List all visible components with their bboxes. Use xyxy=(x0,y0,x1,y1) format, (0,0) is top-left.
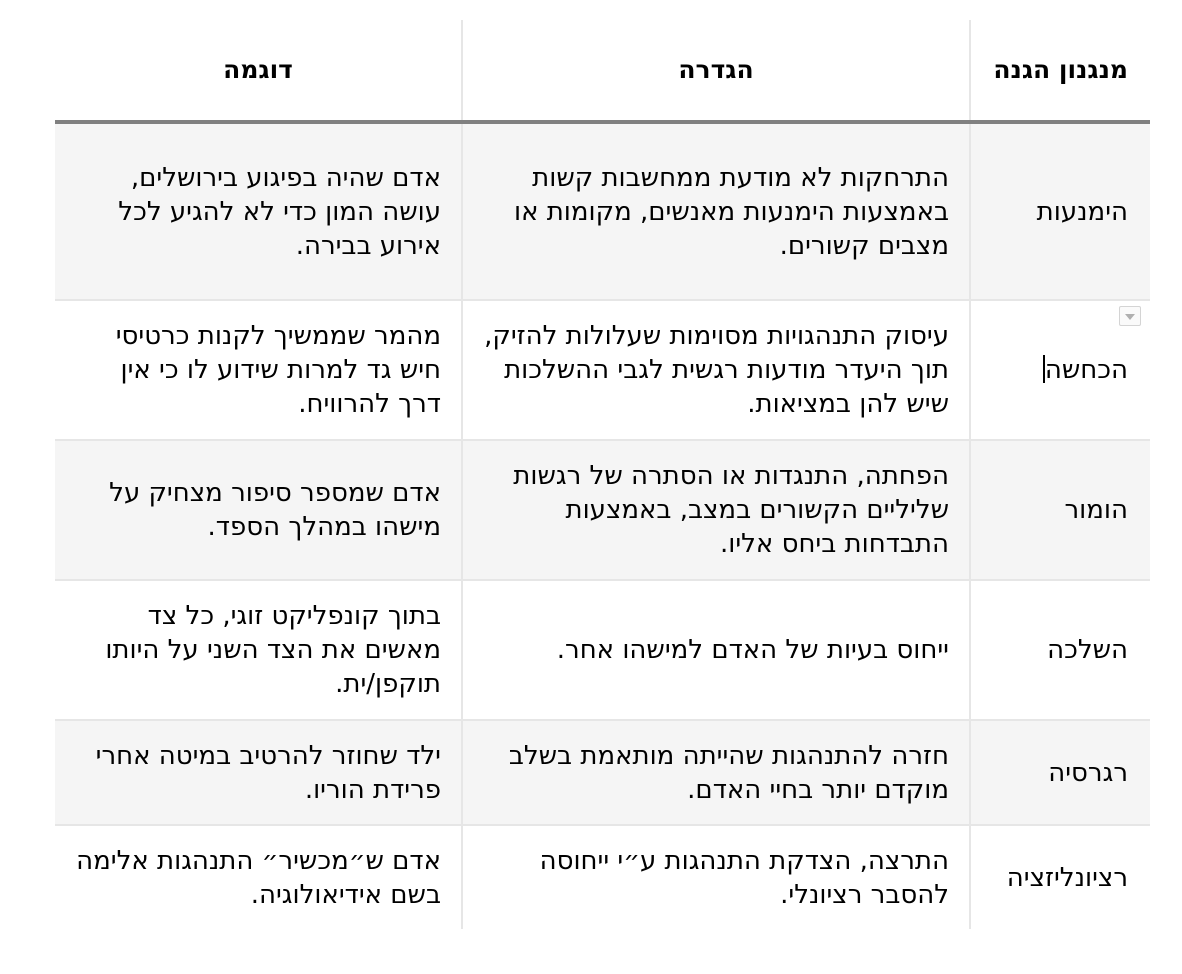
cell-example[interactable]: אדם שהיה בפיגוע בירושלים, עושה המון כדי לא להגיע לכל אירוע בבירה. xyxy=(55,122,462,300)
cell-definition[interactable]: חזרה להתנהגות שהייתה מותאמת בשלב מוקדם יותר בחיי האדם. xyxy=(462,720,970,825)
header-mechanism[interactable]: מנגנון הגנה xyxy=(970,20,1150,122)
table-row xyxy=(55,825,1150,929)
cell-mechanism[interactable]: הימנעות xyxy=(970,122,1150,300)
table-row xyxy=(55,300,1150,440)
defense-mechanisms-table xyxy=(55,20,1150,929)
cell-dropdown-button[interactable] xyxy=(1119,306,1141,326)
cell-example[interactable]: אדם שמספר סיפור מצחיק על מישהו במהלך הספד. xyxy=(55,440,462,580)
cell-mechanism-text: הכחשה xyxy=(1044,355,1128,385)
cell-mechanism[interactable]: רגרסיה xyxy=(970,720,1150,825)
table-row xyxy=(55,580,1150,720)
cell-definition[interactable]: הפחתה, התנגדות או הסתרה של רגשות שליליים הקשורים במצב, באמצעות התבדחות ביחס אליו. xyxy=(462,440,970,580)
header-definition[interactable]: הגדרה xyxy=(462,20,970,122)
cell-example[interactable]: בתוך קונפליקט זוגי, כל צד מאשים את הצד השני על היותו תוקפן/ית. xyxy=(55,580,462,720)
defense-mechanisms-table-wrapper xyxy=(55,20,1150,929)
cell-definition[interactable]: התרחקות לא מודעת ממחשבות קשות באמצעות הימנעות מאנשים, מקומות או מצבים קשורים. xyxy=(462,122,970,300)
table-header-row xyxy=(55,20,1150,122)
cell-example[interactable]: מהמר שממשיך לקנות כרטיסי חיש גד למרות שידוע לו כי אין דרך להרוויח. xyxy=(55,300,462,440)
cell-mechanism[interactable]: רציונליזציה xyxy=(970,825,1150,929)
cell-example[interactable]: ילד שחוזר להרטיב במיטה אחרי פרידת הוריו. xyxy=(55,720,462,825)
chevron-down-icon xyxy=(1125,314,1135,320)
table-row xyxy=(55,440,1150,580)
cell-mechanism[interactable]: הומור xyxy=(970,440,1150,580)
cell-definition[interactable]: עיסוק התנהגויות מסוימות שעלולות להזיק, תוך היעדר מודעות רגשית לגבי ההשלכות שיש להן במציאות. xyxy=(462,300,970,440)
header-example[interactable]: דוגמה xyxy=(55,20,462,122)
cell-definition[interactable]: ייחוס בעיות של האדם למישהו אחר. xyxy=(462,580,970,720)
cell-example[interactable]: אדם ש״מכשיר״ התנהגות אלימה בשם אידיאולוגיה. xyxy=(55,825,462,929)
table-row xyxy=(55,122,1150,300)
cell-definition[interactable]: התרצה, הצדקת התנהגות ע״י ייחוסה להסבר רציונלי. xyxy=(462,825,970,929)
cell-mechanism[interactable]: השלכה xyxy=(970,580,1150,720)
table-row xyxy=(55,720,1150,825)
